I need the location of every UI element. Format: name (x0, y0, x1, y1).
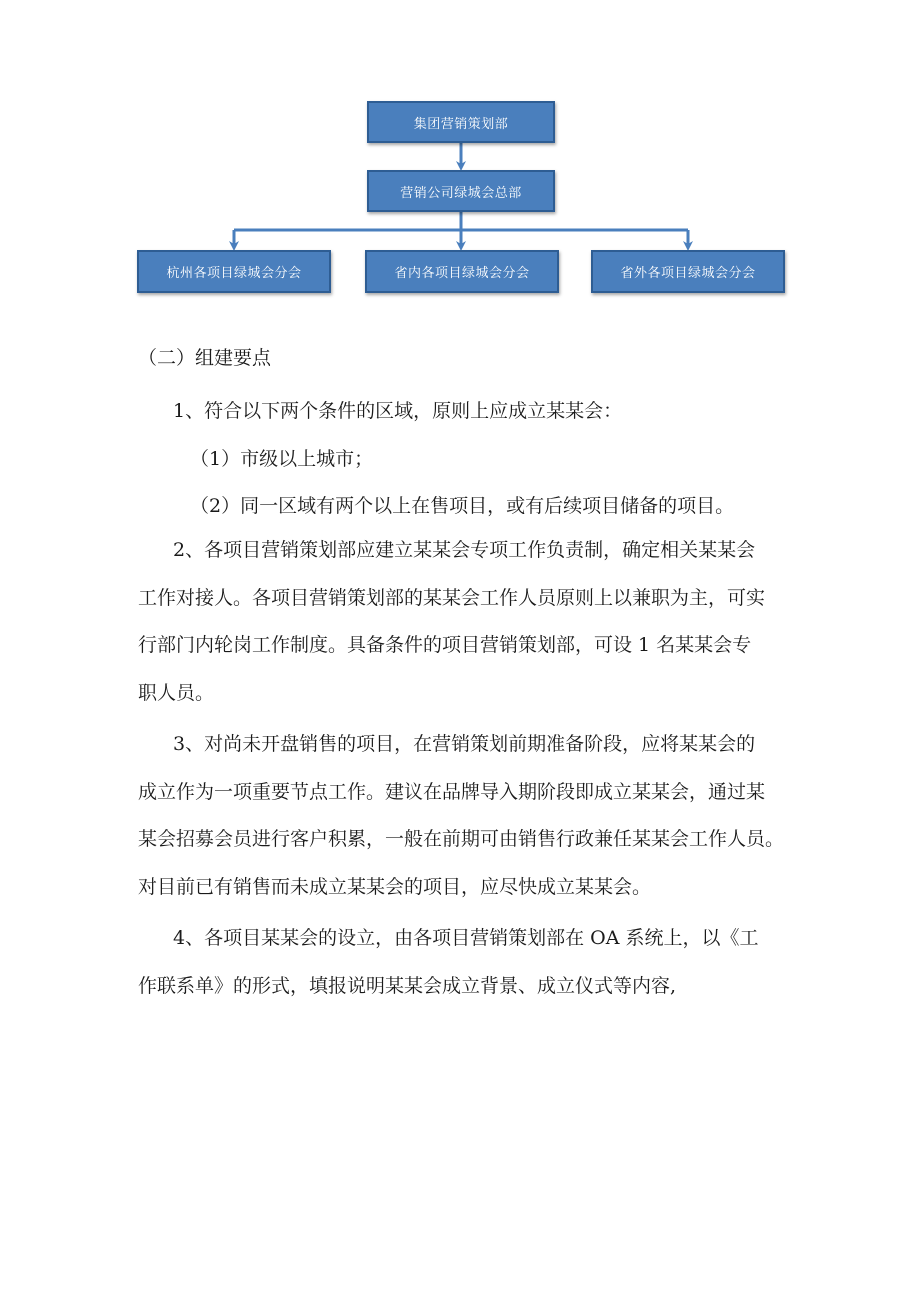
org-node-label: 集团营销策划部 (413, 116, 509, 132)
paragraph-line: 工作对接人。各项目营销策划部的某某会工作人员原则上以兼职为主，可实 (138, 586, 766, 609)
org-node-label: 省内各项目绿城会分会 (394, 266, 530, 281)
org-node-group-marketing (367, 101, 555, 143)
paragraph-line: 行部门内轮岗工作制度。具备条件的项目营销策划部，可设 1 名某某会专 (138, 634, 752, 656)
paragraph-line: 4、各项目某某会的设立，由各项目营销策划部在 OA 系统上，以《工 (173, 927, 759, 949)
item-2-paragraph (138, 527, 765, 717)
item-1-paragraph: 1、符合以下两个条件的区域，原则上应成立某某会： (173, 400, 623, 422)
org-node-branch-hangzhou (137, 250, 331, 293)
paragraph-line: 对目前已有销售而未成立某某会的项目，应尽快成立某某会。 (138, 875, 652, 898)
paragraph-line: 2、各项目营销策划部应建立某某会专项工作负责制，确定相关某某会 (173, 539, 756, 561)
section-title: （二）组建要点 (138, 347, 272, 369)
org-node-branch-province (365, 250, 559, 293)
item-4-paragraph (138, 915, 758, 1010)
org-chart (0, 0, 920, 310)
paragraph-line: 成立作为一项重要节点工作。建议在品牌导入期阶段即成立某某会，通过某 (138, 780, 766, 803)
paragraph-line: 某会招募会员进行客户积累，一般在前期可由销售行政兼任某某会工作人员。 (138, 828, 785, 850)
item-1-sub-2: （2）同一区域有两个以上在售项目，或有后续项目储备的项目。 (190, 495, 735, 517)
org-node-headquarters (367, 170, 555, 212)
paragraph-line: 3、对尚未开盘销售的项目，在营销策划前期准备阶段，应将某某会的 (173, 733, 756, 755)
org-node-label: 营销公司绿城会总部 (400, 185, 522, 201)
paragraph-line: 职人员。 (138, 681, 215, 704)
org-node-label: 杭州各项目绿城会分会 (166, 266, 302, 281)
item-1-sub-1: （1）市级以上城市； (190, 448, 374, 470)
org-node-label: 省外各项目绿城会分会 (620, 266, 756, 281)
item-3-paragraph (138, 721, 784, 911)
org-node-branch-outside (591, 250, 785, 293)
paragraph-line: 作联系单》的形式，填报说明某某会成立背景、成立仪式等内容, (138, 974, 677, 997)
